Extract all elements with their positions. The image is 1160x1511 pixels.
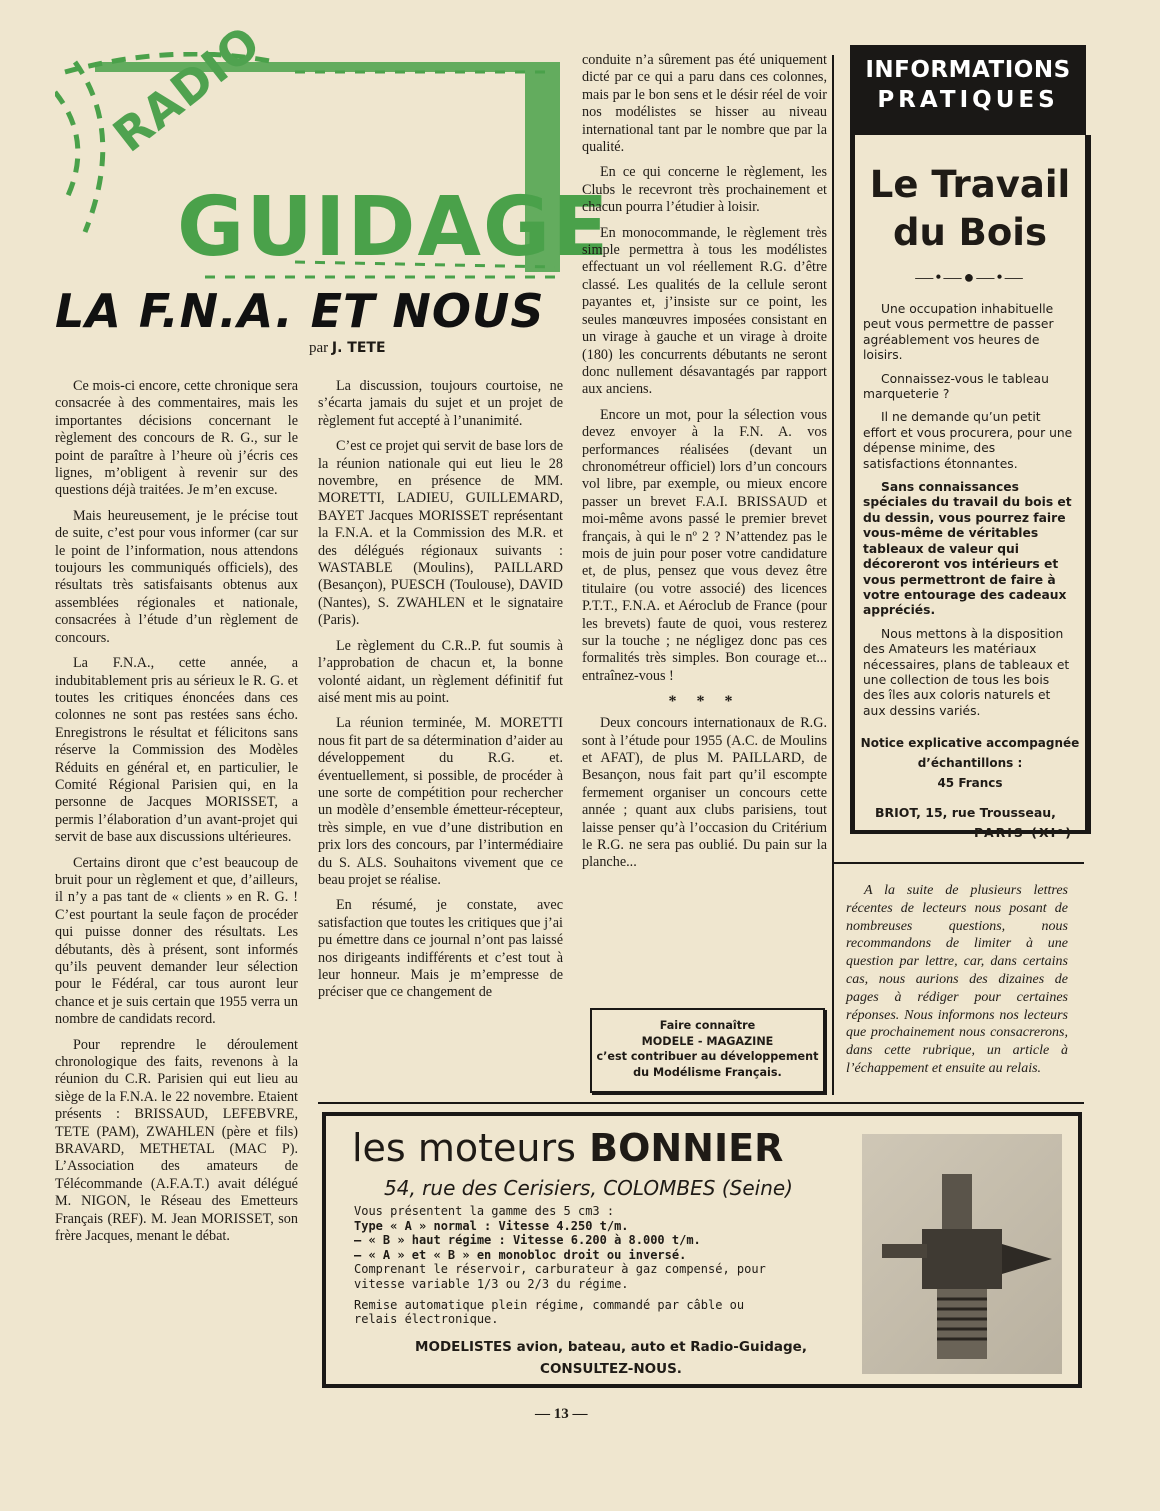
ad-line: Type « A » normal : Vitesse 4.250 t/m. xyxy=(354,1218,629,1233)
cta-line-1: MODELISTES avion, bateau, auto et Radio-Guidage, xyxy=(415,1339,807,1355)
ad-line: vitesse variable 1/3 ou 2/3 du régime. xyxy=(354,1276,629,1291)
ad-body xyxy=(354,1204,854,1327)
street-address: BRIOT, 15, rue Trousseau, xyxy=(875,805,1056,821)
section-header xyxy=(850,45,1086,135)
ad-line: Remise automatique plein régime, commandé par câble ou xyxy=(354,1297,745,1312)
column-2 xyxy=(318,378,563,1010)
byline-prefix: par xyxy=(309,340,329,356)
paragraph: En résumé, je constate, avec satisfaction que toutes les critiques que j’ai pu émettre dans ce journal n’ont pas laissé nos dirigeants indifférents et c’est tout à leur honneur. Mais je m’empresse de préciser que ce changement de xyxy=(318,897,563,1001)
guidage-word: GUIDAGE xyxy=(177,180,611,275)
column-divider xyxy=(832,55,834,1095)
promo-line-1: Faire connaître xyxy=(659,1019,756,1032)
paragraph: Certains diront que c’est beaucoup de bruit pour un règlement et que, d’ailleurs, il n’y a pas tant de « clients » en R. G. ! C’est pourtant la seule façon de procéder qui puisse donner des résultats. Les débutants, dès à présent, sont informés qu’ils peuvent demander leur sélection pour le Fédéral, car tous auront leur chance et je suis certain que 1955 verra un nombre de candidats record. xyxy=(55,854,298,1028)
paragraph: Ce mois-ci encore, cette chronique sera consacrée à des commentaires, mais les importantes décisions concernant le règlement des concours de R. G., sur le point de paraître à l’heure où j’écris ces lignes, m’obligent à revenir sur des questions déjà traitées. Je m’en excuse. xyxy=(55,378,298,499)
bonnier-ad xyxy=(322,1112,1082,1388)
radio-word: RADIO xyxy=(103,15,271,163)
divider xyxy=(832,862,1084,864)
info-paragraph: Connaissez-vous le tableau marqueterie ? xyxy=(863,371,1049,402)
paragraph: En ce qui concerne le règlement, les Clubs le recevront très prochainement et chacun pourra l’étudier à loisir. xyxy=(582,164,827,216)
info-paragraph: Nous mettons à la disposition des Amateurs les matériaux nécessaires, plans de tableaux et une collection de tous les bois des îles aux coloris naturels et aux dessins variés. xyxy=(863,626,1070,718)
ornament: —•—●—•— xyxy=(915,267,1025,287)
paragraph: La discussion, toujours courtoise, ne s’écarta jamais du sujet et un projet de règlement fut accepté à l’unanimité. xyxy=(318,378,563,429)
paragraph: En monocommande, le règlement très simple permettra à tous les modélistes effectuant un vol réellement R.G. d’être classé. Les qualités de la cellule seront payantes et, j’insiste sur ce point, les seules manœuvres imposées consistant en un virage à gauche et un virage à droite (180) les concurrents débutants ne seront donc nullement désavantagés par rapport aux anciens. xyxy=(582,224,827,398)
info-text xyxy=(855,302,1085,719)
ad-title-prefix: les moteurs xyxy=(352,1126,576,1170)
address xyxy=(855,803,1085,843)
paragraph: La F.N.A., cette année, a indubitablement pris au sérieux le R. G. et toutes les critiques énoncées dans ces colonnes ne sont pas restées sans écho. Enregistrons le résultat et félicitons sans réserve la Commission des Modèles Réduits en général et, en particulier, le Comité Régional Parisien qui, en la personne de Jacques MORISSET, a permis l’élaboration d’un avant-projet qui servit de base aux discussions ultérieures. xyxy=(55,655,298,846)
ad-call-to-action xyxy=(376,1336,846,1380)
paragraph: Pour reprendre le déroulement chronologique des faits, revenons à la réunion du C.R. Parisien qui eut lieu au siège de la F.N.A. le 22 novembre. Etaient présents : BRISSAUD, LEFEBVRE, TETE (PAM), ZWAHLEN (père et fils) BRAVARD, METHETAL (MAC P). L’Association des amateurs de Télécommande (A.F.A.T.) avait délégué M. NIGON, le Réseau des Emetteurs Français (REF). M. Jean MORISSET, son frère Jacques, menant le débat. xyxy=(55,1036,298,1245)
promo-line-2: MODELE - MAGAZINE xyxy=(641,1034,774,1048)
info-paragraph-bold: Sans connaissances spéciales du travail du bois et du dessin, vous pourrez faire vous-même de véritables tableaux de valeur qui décoreront vos intérieurs et vous permettront de faire à votre entourage des cadeaux appréciés. xyxy=(863,480,1072,618)
price: 45 Francs xyxy=(937,776,1003,791)
notice xyxy=(855,733,1085,793)
info-paragraph: Une occupation inhabituelle peut vous permettre de passer agréablement vos heures de loisirs. xyxy=(863,302,1054,363)
notice-line-1: Notice explicative accompagnée xyxy=(860,736,1080,751)
paragraph: Mais heureusement, je le précise tout de suite, c’est pour vous informer (car sur le point de l’information, nous attendons toujours les communiqués officiels), des résultats très satisfaisants obtenus aux assemblées régionales et nationale, consacrées à l’étude d’un règlement de concours. xyxy=(55,507,298,646)
info-box xyxy=(850,135,1091,841)
ad-brand: BONNIER xyxy=(589,1126,784,1170)
cta-line-2: CONSULTEZ-NOUS. xyxy=(540,1361,682,1377)
headline: LA F.N.A. ET NOUS xyxy=(55,284,545,338)
header-line-1: INFORMATIONS xyxy=(865,57,1071,83)
box-title-line-2: du Bois xyxy=(892,211,1048,254)
engine-photo xyxy=(862,1134,1062,1374)
ad-address: 54, rue des Cerisiers, COLOMBES (Seine) xyxy=(384,1176,793,1200)
paragraph: conduite n’a sûrement pas été uniquement dicté par ce qui a paru dans ces colonnes, mais par le bon sens et le désir réel de voir nos modélistes se hisser au niveau international tant par le nombre que par la qualité. xyxy=(582,52,827,156)
paragraph: La réunion terminée, M. MORETTI nous fit part de sa détermination d’aider au développement du R.G. et. éventuellement, si possible, de procéder à une sorte de compétition pour rechercher un modèle d’ensemble émetteur-récepteur, très simple, en vue d’une distribution en prix lors des concours, par l’intermédiaire du S. ALS. Souhaitons vivement que ce beau projet se réalise. xyxy=(318,715,563,888)
ad-line: Comprenant le réservoir, carburateur à gaz compensé, pour xyxy=(354,1262,766,1277)
ad-line: — « A » et « B » en monobloc droit ou inversé. xyxy=(354,1247,687,1262)
ad-line: relais électronique. xyxy=(354,1312,499,1327)
paragraph: Deux concours internationaux de R.G. sont à l’étude pour 1955 (A.C. de Moulins et AFAT), de plus M. PAILLARD, de Besançon, nous fait part qu’il escompte fermement organiser un concours cette année ; quant aux clubs parisiens, tout laisse penser qu’à l’occasion du Critérium le R.G. ne sera pas oublié. Du pain sur la planche... xyxy=(582,715,827,871)
header-line-2: PRATIQUES xyxy=(877,87,1059,113)
title-block xyxy=(55,15,611,372)
ad-line: Vous présentent la gamme des 5 cm3 : xyxy=(354,1204,615,1218)
paragraph: Encore un mot, pour la sélection vous devez envoyer à la F.N. A. vos performances réalisées (devant un chronométreur officiel) lors d’un concours vol libre, par exemple, ou mieux encore passer un brevet F.A.I. BRISSAUD et moi-même avons passé le premier brevet français, à qui le nº 2 ? N’attendez pas le mois de juin pour poser votre candidature et, de plus, pensez que vous devez être titulaire (ou votre associé) des licences P.T.T., F.N.A. et Aéroclub de France (pour les brevets) faute de quoi, vous resterez sur la touche ; ne négligez donc pas ces formalités très simples. Bon courage et... entraînez-vous ! xyxy=(582,406,827,684)
ad-title xyxy=(352,1126,783,1170)
promo-box xyxy=(590,1008,825,1093)
readers-note: A la suite de plusieurs lettres récentes de lecteurs nous posant de nombreuses questions, nous recommandons de limiter à une question par lettre, car, dans certains cas, nous aurions des dizaines de pages à rédiger pour certaines réponses. Nous informons nos lecteurs que prochainement nous consacrerons, dans cette rubrique, un article à l’échappement et ensuite au relais. xyxy=(846,883,1068,1076)
column-3 xyxy=(582,52,827,880)
box-title xyxy=(855,161,1085,257)
ad-line: — « B » haut régime : Vitesse 6.200 à 8.000 t/m. xyxy=(354,1233,701,1248)
section-separator: * * * xyxy=(668,693,741,711)
paragraph: C’est ce projet qui servit de base lors de la réunion nationale qui eut lieu le 28 novembre, en présence de MM. MORETTI, LADIEU, GUILLEMARD, BAYET Jacques MORISSET représentant la F.N.A. et la Commission des M.R. et des délégués régionaux suivants : WASTABLE (Moulins), PAILLARD (Besançon), PUESCH (Toulouse), DAVID (Nantes), S. ZWAHLEN et le signataire (Paris). xyxy=(318,438,563,629)
notice-line-2: d’échantillons : xyxy=(917,756,1023,771)
paragraph: Le règlement du C.R..P. fut soumis à l’approbation de chacun et, la bonne volonté aidant, un règlement définitif fut aisé ment mis au point. xyxy=(318,637,563,706)
city: PARIS (XIᵉ) xyxy=(973,825,1073,841)
promo-line-3: c’est contribuer au développement du Modélisme Français. xyxy=(596,1050,819,1079)
box-title-line-1: Le Travail xyxy=(869,163,1071,206)
info-paragraph: Il ne demande qu’un petit effort et vous procurera, pour une dépense minime, des satisfactions étonnantes. xyxy=(863,410,1073,471)
author-name: J. TETE xyxy=(331,340,386,356)
byline xyxy=(309,340,386,357)
column-1 xyxy=(55,378,298,1254)
page-number: — 13 — xyxy=(535,1406,588,1422)
divider xyxy=(318,1102,1084,1104)
engine-icon xyxy=(862,1134,1062,1374)
